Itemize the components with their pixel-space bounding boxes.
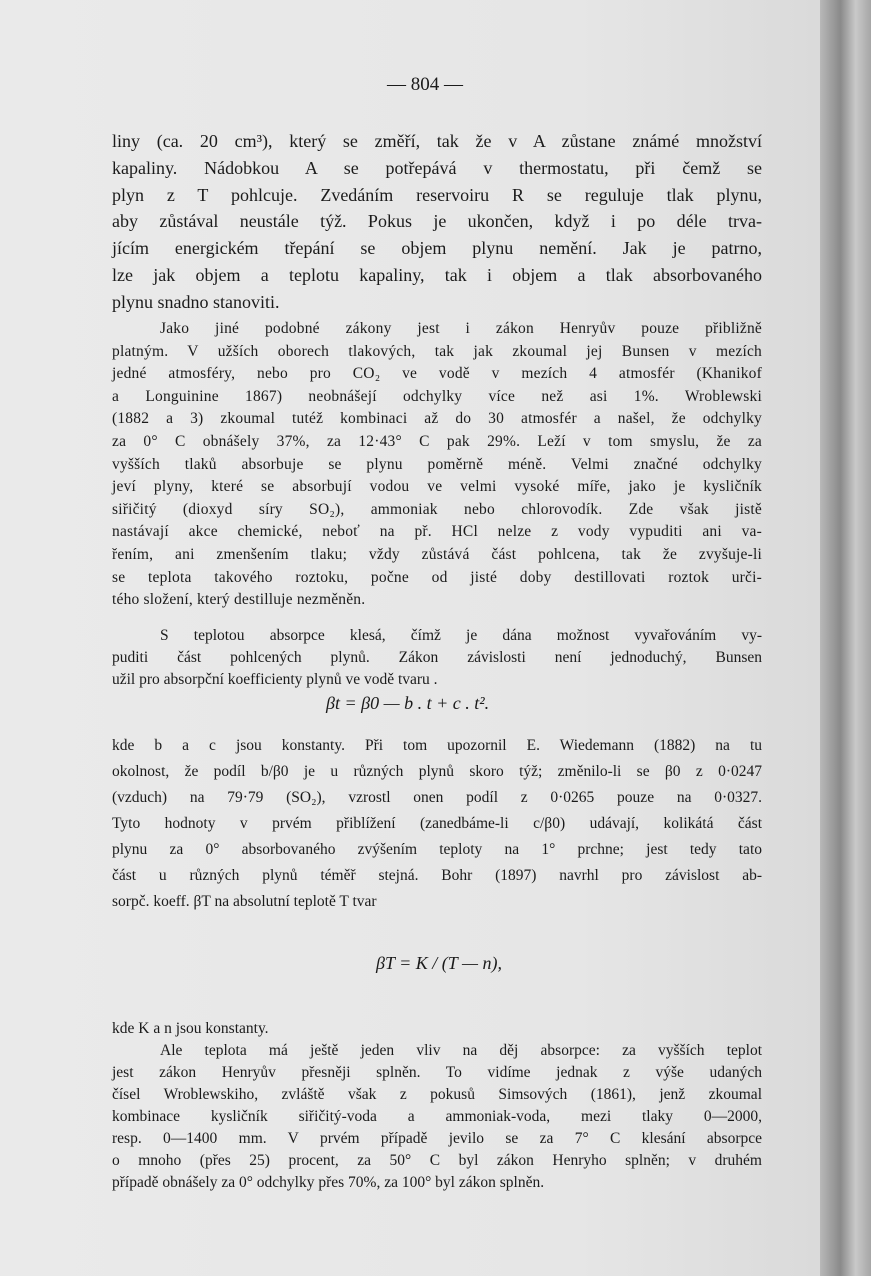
text-line: aby zůstával neustále týž. Pokus je ukončen, když i po déle trva-	[112, 211, 762, 232]
text-line: okolnost, že podíl b/β0 je u různých plynů skoro týž; změnilo-li se β0 z 0·0247	[112, 763, 762, 780]
text-line: platným. V užších oborech tlakových, tak jak zkoumal jej Bunsen v mezích	[112, 342, 762, 360]
text-line: Ale teplota má ještě jeden vliv na děj absorpce: za vyšších teplot	[160, 1042, 762, 1059]
text-line: siřičitý (dioxyd síry SO₂), ammoniak nebo chlorovodík. Zde však jistě	[112, 500, 762, 518]
text-line: lze jak objem a teplotu kapaliny, tak i objem a tlak absorbovaného	[112, 264, 762, 285]
text-line: jícím energickém třepání se objem plynu nemění. Jak je patrno,	[112, 238, 762, 259]
text-line: liny (ca. 20 cm³), který se změří, tak že v A zůstane známé množství	[112, 131, 762, 151]
text-line: případě obnášely za 0° odchylky přes 70%, za 100° byl zákon splněn.	[112, 1174, 545, 1191]
text-line: část u různých plynů téměř stejná. Bohr (1897) navrhl pro závislost ab-	[112, 867, 762, 884]
text-line: S teplotou absorpce klesá, čímž je dána možnost vyvařováním vy-	[160, 627, 762, 644]
text-line: kapaliny. Nádobkou A se potřepává v thermostatu, při čemž se	[112, 157, 762, 178]
text-line: za 0° C obnášely 37%, za 12·43° C pak 29%. Leží v tom smyslu, že za	[112, 432, 762, 450]
paragraph-high-temperature	[112, 1040, 762, 1194]
text-line: nastávají akce chemické, neboť na př. HCl nelze z vody vypuditi ani va-	[112, 523, 762, 541]
text-line: (vzduch) na 79·79 (SO₂), vzrostl onen podíl z 0·0265 pouze na 0·0327.	[112, 789, 762, 806]
text-line: se teplota takového roztoku, počne od jisté doby destillovati roztok urči-	[112, 568, 762, 586]
paragraph-constants	[112, 1018, 762, 1040]
text-line: plyn z T pohlcuje. Zvedáním reservoiru R se reguluje tlak plynu,	[112, 184, 762, 205]
equation-bunsen: βt = β0 — b . t + c . t².	[326, 693, 490, 713]
text-line: puditi část pohlcených plynů. Zákon závislosti není jednoduchý, Bunsen	[112, 648, 762, 666]
book-gutter	[820, 0, 871, 1276]
text-line: Jako jiné podobné zákony jest i zákon Henryův pouze přibližně	[160, 320, 762, 337]
text-line: o mnoho (přes 25) procent, za 50° C byl zákon Henryho splněn; v druhém	[112, 1152, 762, 1169]
text-line: Tyto hodnoty v prvém přiblížení (zanedbáme-li c/β0) udávají, kolikátá část	[112, 815, 762, 832]
paragraph-wiedemann	[112, 733, 762, 915]
text-line: jedné atmosféry, nebo pro CO₂ ve vodě v mezích 4 atmosfér (Khanikof	[112, 365, 762, 383]
page-number: — 804 —	[387, 74, 463, 95]
text-line: (1882 a 3) zkoumal tutéž kombinaci až do 30 atmosfér a našel, že odchylky	[112, 410, 762, 428]
text-line: plynu snadno stanoviti.	[112, 291, 280, 312]
text-line: čísel Wroblewskiho, zvláště však z pokusů Simsových (1861), jenž zkoumal	[112, 1086, 762, 1103]
text-line: jest zákon Henryův přesněji splněn. To vidíme jednak z výše udaných	[112, 1064, 762, 1081]
text-line: řením, ani zmenšením tlaku; vždy zůstává část pohlcena, tak že zvyšuje-li	[112, 545, 762, 563]
text-line: resp. 0—1400 mm. V prvém případě jevilo se za 7° C klesání absorpce	[112, 1130, 762, 1147]
text-line: sorpč. koeff. βT na absolutní teplotě T tvar	[112, 893, 377, 910]
paragraph-apparatus	[112, 128, 762, 316]
paragraph-temperature	[112, 625, 762, 690]
paragraph-henry-law	[112, 318, 762, 612]
text-line: jeví plyny, které se absorbují vodou ve velmi vysoké míře, jako je kysličník	[112, 478, 762, 496]
text-line: tého složení, který destilluje nezměněn.	[112, 591, 366, 609]
text-line: plynu za 0° absorbovaného zvýšením teploty na 1° prchne; jest tedy tato	[112, 841, 762, 858]
text-line: vyšších tlaků absorbuje se plynu poměrně méně. Velmi značné odchylky	[112, 455, 762, 473]
text-line: kombinace kysličník siřičitý-voda a ammoniak-voda, mezi tlaky 0—2000,	[112, 1108, 762, 1125]
text-line: a Longuinine 1867) neobnášejí odchylky více než asi 1%. Wroblewski	[112, 387, 762, 405]
text-line: užil pro absorpční koefficienty plynů ve vodě tvaru .	[112, 670, 438, 688]
text-line: kde K a n jsou konstanty.	[112, 1020, 269, 1037]
text-line: kde b a c jsou konstanty. Při tom upozornil E. Wiedemann (1882) na tu	[112, 737, 762, 754]
equation-bohr: βT = K / (T — n),	[376, 953, 502, 973]
